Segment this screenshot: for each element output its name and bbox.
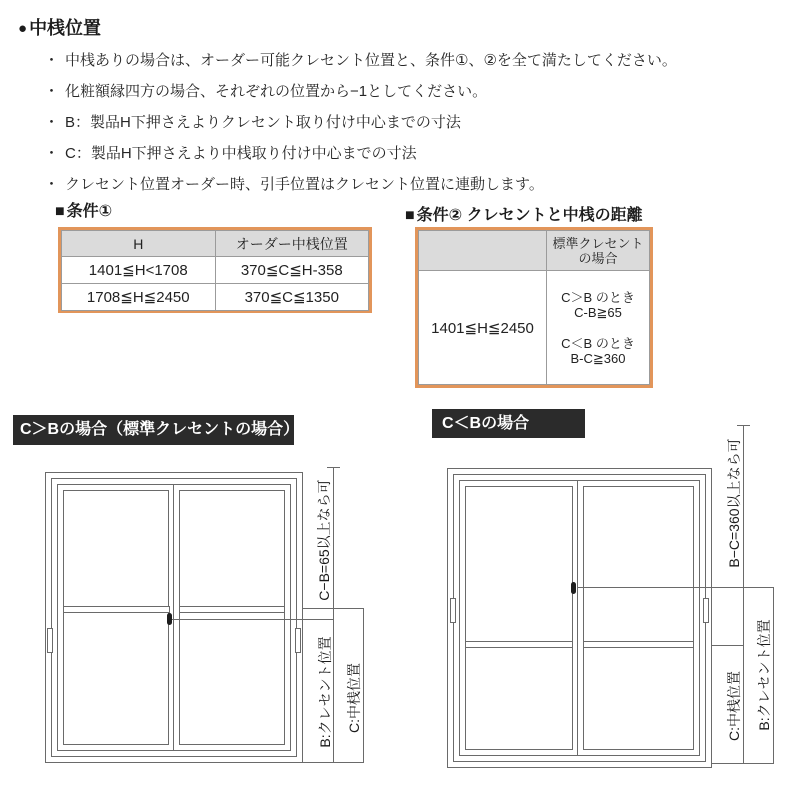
note-text: C：製品H下押さえより中桟取り付け中心までの寸法 (65, 145, 417, 162)
dim-gap-note: C−B=65以上なら可 (316, 479, 332, 601)
crescent-lock-icon (571, 582, 576, 594)
condition-line: C＞B のとき (561, 289, 635, 305)
dim-label-b: B:クレセント位置 (317, 636, 333, 748)
condition1-heading (55, 198, 112, 221)
extension-line-rail (303, 608, 364, 609)
condition-line: C＜B のとき (561, 335, 635, 351)
square-marker-icon: ■ (405, 207, 415, 224)
note-text: クレセント位置オーダー時、引手位置はクレセント位置に連動します。 (65, 176, 544, 193)
list-dot-icon: ・ (44, 83, 60, 100)
extension-line-crescent (172, 619, 334, 620)
table-cell: 370≦C≦1350 (215, 284, 369, 311)
list-dot-icon: ・ (44, 52, 60, 69)
note-item (44, 49, 677, 70)
condition2-table (415, 227, 653, 388)
glass-left (465, 486, 573, 750)
note-text: 化粧額縁四方の場合、それぞれの位置から−1としてください。 (65, 83, 488, 100)
pull-handle-icon (47, 628, 53, 653)
note-item (44, 80, 487, 101)
note-item (44, 111, 461, 132)
dim-label-c: C:中桟位置 (726, 671, 742, 741)
table-cell: 1401≦H<1708 (62, 257, 216, 284)
table-header-cell (547, 231, 650, 271)
pull-handle-icon (295, 628, 301, 653)
table-cell: 1401≦H≦2450 (419, 271, 547, 385)
dim-gap-note: B−C=360以上なら可 (726, 438, 742, 568)
bullet-circle-icon: ● (18, 20, 28, 37)
glass-right (583, 486, 694, 750)
note-text: B：製品H下押さえよりクレセント取り付け中心までの寸法 (65, 114, 461, 131)
diagram-left-header: C＞Bの場合（標準クレセントの場合） (13, 415, 294, 445)
condition-line: C-B≧65 (574, 304, 622, 320)
dimension-line-b (773, 587, 774, 764)
spacer (547, 320, 649, 336)
dimension-line-c (363, 608, 364, 763)
note-item (44, 173, 544, 194)
note-item (44, 142, 417, 163)
condition2-title: 条件② クレセントと中桟の距離 (416, 207, 643, 224)
table-cell (547, 271, 650, 385)
list-dot-icon: ・ (44, 114, 60, 131)
condition1-table (58, 227, 372, 313)
table-header-cell: H (62, 231, 216, 257)
mid-rail-right (179, 606, 285, 613)
extension-line-bottom (712, 763, 774, 764)
dim-label-b: B:クレセント位置 (756, 619, 772, 731)
mid-rail-left (465, 641, 573, 648)
note-text: 中桟ありの場合は、オーダー可能クレセント位置と、条件①、②を全て満たしてください。 (65, 52, 677, 69)
list-dot-icon: ・ (44, 176, 60, 193)
page-title-text: 中桟位置 (29, 18, 102, 38)
condition2-heading (405, 202, 643, 225)
glass-right (179, 490, 285, 745)
diagram-right-header: C＜Bの場合 (432, 409, 585, 438)
table-cell: 370≦C≦H-358 (215, 257, 369, 284)
page-title (18, 14, 101, 40)
mid-rail-right (583, 641, 694, 648)
condition1-title: 条件① (66, 203, 113, 220)
glass-left (63, 490, 169, 745)
square-marker-icon: ■ (55, 203, 65, 220)
pull-handle-icon (703, 598, 709, 623)
pull-handle-icon (450, 598, 456, 623)
table-header-cell (419, 231, 547, 271)
table-cell: 1708≦H≦2450 (62, 284, 216, 311)
table-header-cell: オーダー中桟位置 (215, 231, 369, 257)
dim-label-c: C:中桟位置 (346, 663, 362, 733)
mid-rail-left (63, 606, 170, 613)
header-line: 標準クレセント (552, 235, 644, 251)
header-line: の場合 (578, 250, 618, 266)
condition-line: B-C≧360 (570, 350, 626, 366)
extension-line-crescent (578, 587, 774, 588)
dimension-line-c (743, 425, 744, 764)
list-dot-icon: ・ (44, 145, 60, 162)
